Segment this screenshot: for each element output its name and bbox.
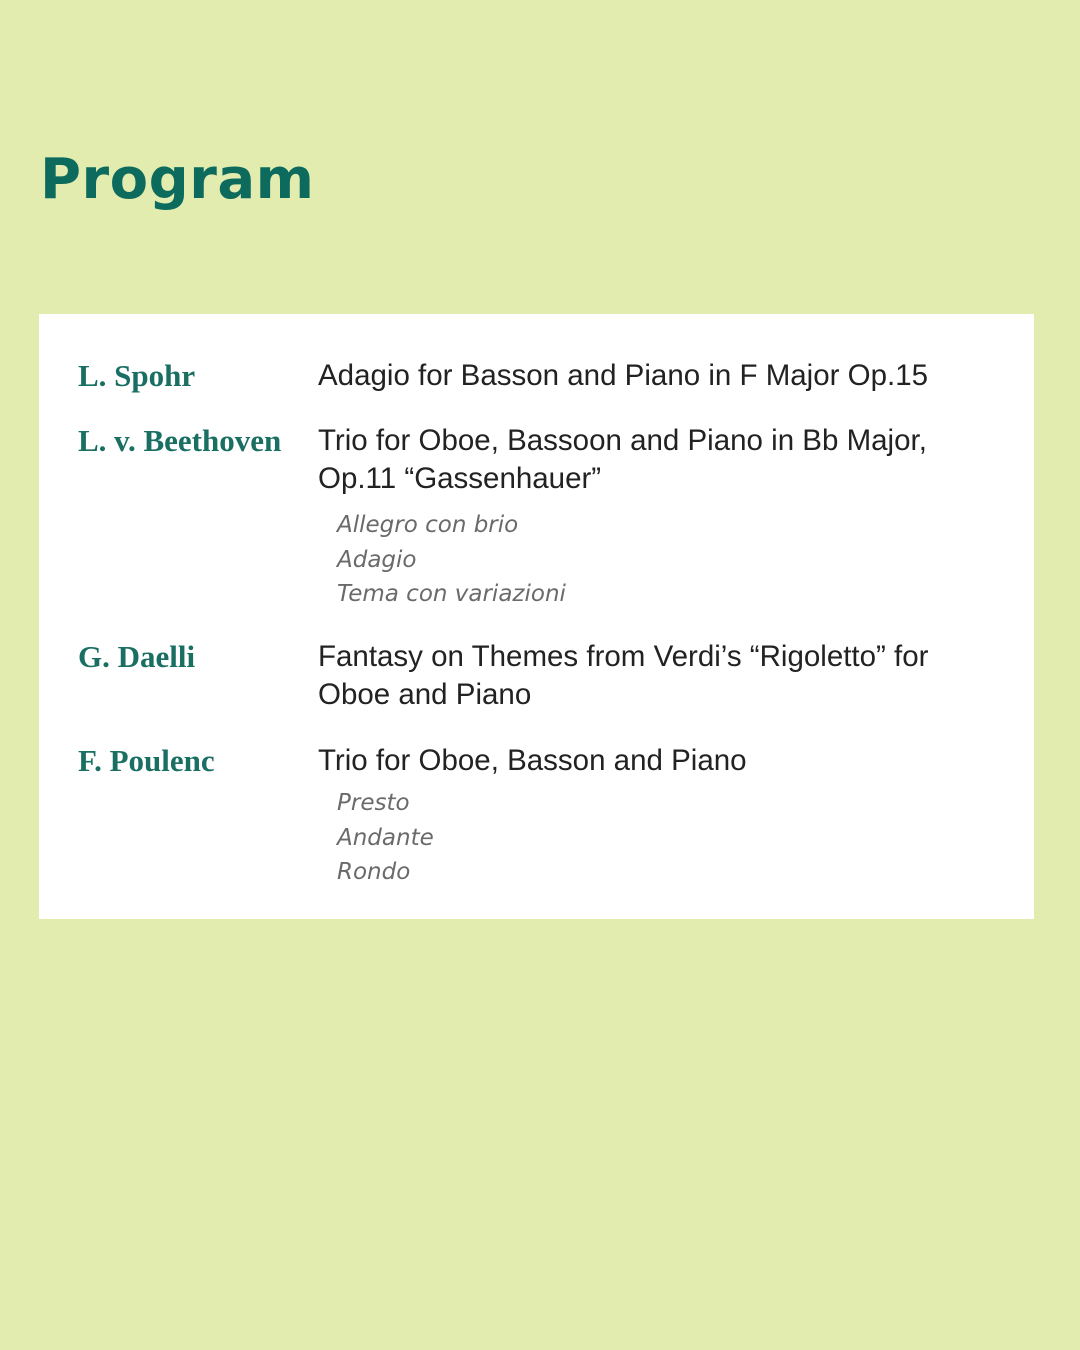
page-title: Program (40, 147, 315, 212)
work-title-line: Fantasy on Themes from Verdi’s “Rigoletto” for (318, 640, 929, 673)
work-title (318, 357, 998, 395)
movement-item: Rondo (337, 859, 411, 885)
movement-item: Presto (337, 790, 410, 816)
work-title-line: Trio for Oboe, Basson and Piano (318, 744, 747, 777)
work-title-line: Trio for Oboe, Bassoon and Piano in Bb Major, (318, 424, 927, 457)
movement-list (337, 786, 434, 890)
movement-item: Tema con variazioni (337, 581, 566, 607)
work-title-line: Oboe and Piano (318, 678, 532, 711)
movement-list (337, 508, 566, 612)
work-title-line: Adagio for Basson and Piano in F Major Op.15 (318, 359, 929, 392)
work-title-line: Op.11 “Gassenhauer” (318, 462, 602, 495)
program-card (39, 314, 1034, 919)
composer-name: F. Poulenc (78, 743, 215, 778)
work-title (318, 742, 998, 780)
movement-item: Andante (337, 824, 434, 851)
composer-name: L. v. Beethoven (78, 423, 282, 458)
movement-item: Allegro con brio (337, 512, 519, 538)
composer-name: L. Spohr (78, 358, 196, 393)
movement-item: Adagio (337, 546, 417, 573)
work-title (318, 638, 998, 714)
composer-name: G. Daelli (78, 639, 196, 674)
work-title (318, 422, 998, 498)
